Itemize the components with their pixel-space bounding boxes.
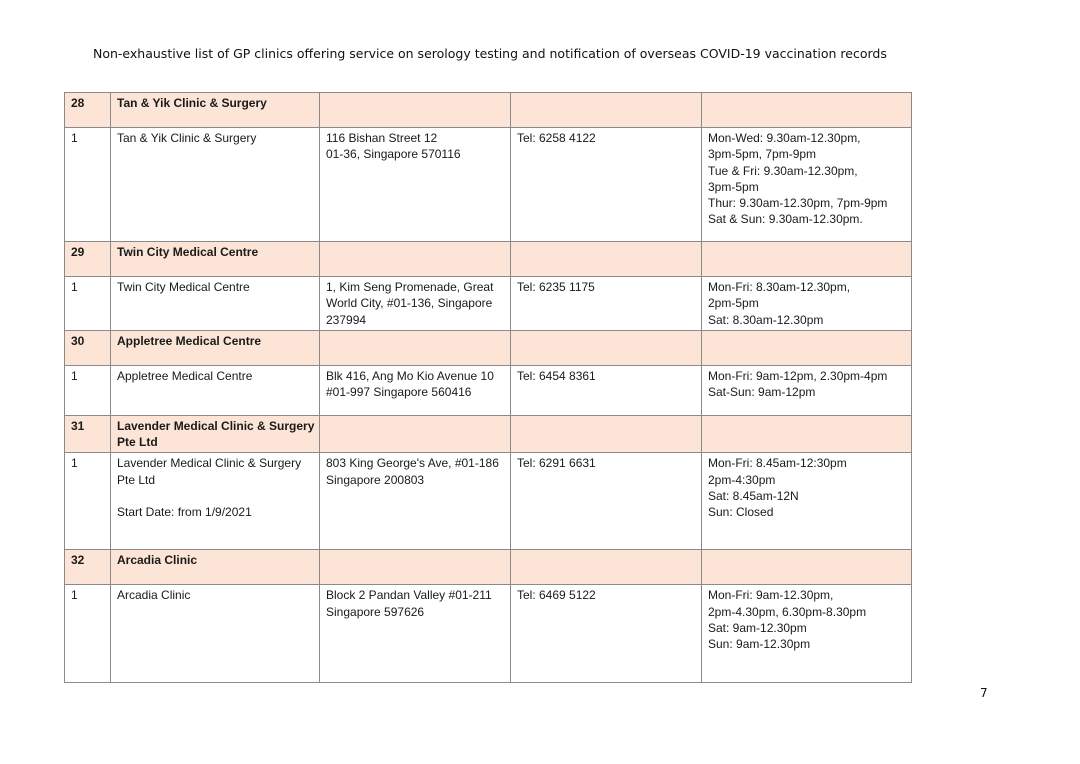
group-name-line: Lavender Medical Clinic & Surgery (117, 418, 315, 433)
clinic-start-date: Start Date: from 1/9/2021 (117, 505, 252, 520)
group-number: 28 (65, 93, 111, 128)
clinic-name (111, 365, 320, 415)
clinic-hours (702, 277, 912, 331)
clinic-telephone: Tel: 6291 6631 (511, 453, 702, 550)
clinic-address-line: Blk 416, Ang Mo Kio Avenue 10 (326, 368, 494, 383)
clinic-hours-line: Sat & Sun: 9.30am-12.30pm. (708, 212, 863, 227)
clinic-address-line: Singapore 597626 (326, 604, 425, 619)
group-empty-cell (702, 415, 912, 453)
group-empty-cell (320, 93, 511, 128)
group-header-row (65, 330, 912, 365)
group-empty-cell (702, 93, 912, 128)
group-empty-cell (320, 550, 511, 585)
group-empty-cell (702, 330, 912, 365)
clinic-hours-line: Sat: 8.45am-12N (708, 489, 799, 504)
clinic-hours-line: Sat: 8.30am-12.30pm (708, 312, 824, 327)
clinic-hours-line: Mon-Fri: 8.45am-12:30pm (708, 456, 847, 471)
group-empty-cell (511, 330, 702, 365)
group-name (111, 242, 320, 277)
group-empty-cell (511, 242, 702, 277)
clinic-hours-line: 2pm-5pm (708, 296, 759, 311)
clinic-hours-line: 2pm-4.30pm, 6.30pm-8.30pm (708, 604, 867, 619)
clinic-row (65, 453, 912, 550)
clinic-hours-line: Mon-Fri: 8.30am-12.30pm, (708, 280, 851, 294)
group-number: 29 (65, 242, 111, 277)
clinic-hours (702, 128, 912, 242)
clinic-index: 1 (65, 277, 111, 331)
page-title: Non-exhaustive list of GP clinics offering service on serology testing and notification of overseas COVID-19 vaccination records (93, 46, 887, 61)
clinic-name-line: Arcadia Clinic (117, 588, 191, 603)
clinic-index: 1 (65, 585, 111, 683)
group-name-line: Arcadia Clinic (117, 553, 198, 568)
clinic-address (320, 585, 511, 683)
clinic-telephone: Tel: 6469 5122 (511, 585, 702, 683)
clinic-hours (702, 585, 912, 683)
clinic-hours (702, 453, 912, 550)
clinic-hours-line: Sat-Sun: 9am-12pm (708, 385, 816, 400)
clinic-telephone: Tel: 6454 8361 (511, 365, 702, 415)
clinic-address-line: 116 Bishan Street 12 (326, 131, 438, 145)
clinic-hours-line: Sun: 9am-12.30pm (708, 637, 811, 652)
group-empty-cell (511, 93, 702, 128)
clinic-address (320, 453, 511, 550)
clinic-hours-line: Mon-Fri: 9am-12pm, 2.30pm-4pm (708, 368, 888, 383)
group-number: 31 (65, 415, 111, 453)
clinic-index: 1 (65, 128, 111, 242)
clinic-address-line: #01-997 Singapore 560416 (326, 385, 472, 400)
clinic-hours-line: 2pm-4:30pm (708, 472, 776, 487)
group-name-line: Appletree Medical Centre (117, 333, 262, 348)
clinic-hours-line: Tue & Fri: 9.30am-12.30pm, (708, 163, 858, 178)
clinic-address-line: World City, #01-136, Singapore (326, 296, 493, 311)
clinic-hours (702, 365, 912, 415)
group-name-line: Twin City Medical Centre (117, 245, 259, 259)
group-empty-cell (702, 550, 912, 585)
clinic-telephone: Tel: 6235 1175 (511, 277, 702, 331)
group-header-row (65, 550, 912, 585)
group-number: 30 (65, 330, 111, 365)
group-empty-cell (702, 242, 912, 277)
clinic-address (320, 277, 511, 331)
clinic-address-line: 01-36, Singapore 570116 (326, 147, 461, 162)
clinic-address-line: 1, Kim Seng Promenade, Great (326, 280, 494, 294)
page-number: 7 (980, 686, 988, 700)
clinic-address-line: Block 2 Pandan Valley #01-211 (326, 588, 492, 603)
clinic-name (111, 277, 320, 331)
clinic-table (64, 92, 912, 683)
clinic-hours-line: Sat: 9am-12.30pm (708, 621, 807, 636)
clinic-name-line: Lavender Medical Clinic & Surgery (117, 456, 302, 471)
clinic-name (111, 585, 320, 683)
group-name (111, 93, 320, 128)
group-empty-cell (320, 330, 511, 365)
clinic-hours-line: 3pm-5pm, 7pm-9pm (708, 147, 817, 162)
group-name (111, 415, 320, 453)
clinic-telephone: Tel: 6258 4122 (511, 128, 702, 242)
clinic-address (320, 128, 511, 242)
clinic-name-line: Twin City Medical Centre (117, 280, 250, 294)
clinic-row (65, 585, 912, 683)
clinic-row (65, 277, 912, 331)
group-empty-cell (320, 242, 511, 277)
group-name-line: Pte Ltd (117, 435, 158, 450)
group-header-row (65, 93, 912, 128)
clinic-name-line: Appletree Medical Centre (117, 368, 253, 383)
clinic-index: 1 (65, 453, 111, 550)
spacer (117, 488, 313, 504)
clinic-hours-line: Mon-Wed: 9.30am-12.30pm, (708, 131, 861, 145)
clinic-address-line: 803 King George's Ave, #01-186 (326, 456, 499, 471)
clinic-name (111, 453, 320, 550)
clinic-name-line: Tan & Yik Clinic & Surgery (117, 131, 257, 145)
clinic-hours-line: 3pm-5pm (708, 179, 759, 194)
group-header-row (65, 242, 912, 277)
group-header-row (65, 415, 912, 453)
group-name (111, 550, 320, 585)
group-name (111, 330, 320, 365)
group-name-line: Tan & Yik Clinic & Surgery (117, 96, 267, 110)
clinic-row (65, 128, 912, 242)
clinic-hours-line: Sun: Closed (708, 505, 774, 520)
group-number: 32 (65, 550, 111, 585)
clinic-row (65, 365, 912, 415)
clinic-address-line: Singapore 200803 (326, 472, 425, 487)
group-empty-cell (511, 550, 702, 585)
clinic-address (320, 365, 511, 415)
clinic-index: 1 (65, 365, 111, 415)
clinic-hours-line: Thur: 9.30am-12.30pm, 7pm-9pm (708, 196, 888, 211)
clinic-name (111, 128, 320, 242)
clinic-name-line: Pte Ltd (117, 472, 156, 487)
clinic-address-line: 237994 (326, 312, 367, 327)
group-empty-cell (320, 415, 511, 453)
clinic-hours-line: Mon-Fri: 9am-12.30pm, (708, 588, 834, 603)
group-empty-cell (511, 415, 702, 453)
